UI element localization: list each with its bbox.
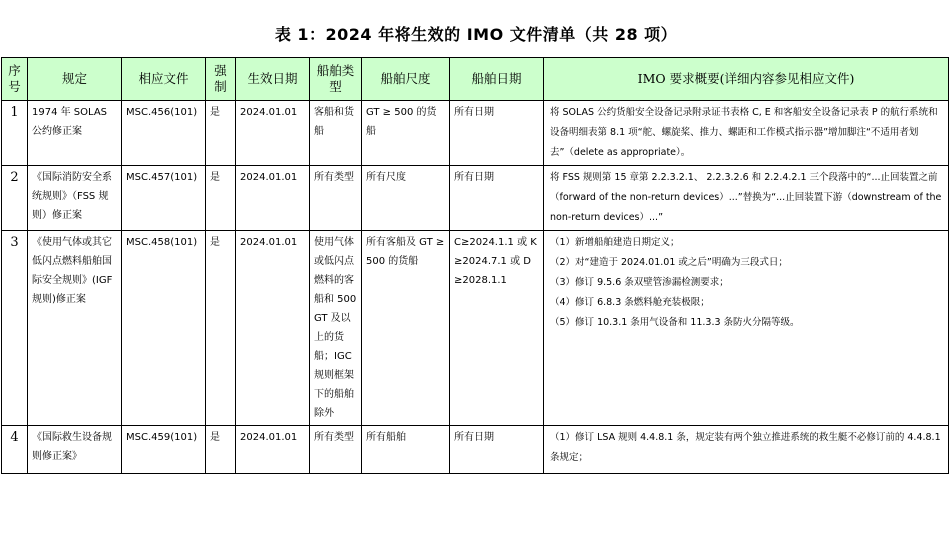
row-summary [544, 231, 949, 426]
header-rule: 规定 [28, 58, 122, 101]
row-rule: 《使用气体或其它低闪点燃料船舶国际安全规则》(IGF 规则)修正案 [28, 231, 122, 426]
table-row [2, 101, 949, 166]
row-seq: 2 [2, 166, 28, 231]
summary-line: （2）对“建造于 2024.01.01 或之后”明确为三段式日； [550, 257, 788, 268]
row-rule: 《国际消防安全系统规则》（FSS 规则）修正案 [28, 166, 122, 231]
header-ship-size: 船舶尺度 [362, 58, 450, 101]
header-ship-date: 船舶日期 [450, 58, 544, 101]
row-ship-type: 所有类型 [310, 426, 362, 474]
row-ship-date: 所有日期 [450, 426, 544, 474]
row-mandatory: 是 [206, 101, 236, 166]
summary-line: （1）新增船舶建造日期定义； [550, 237, 680, 248]
row-summary [544, 101, 949, 166]
row-seq: 4 [2, 426, 28, 474]
page-title: 表 1：2024 年将生效的 IMO 文件清单（共 28 项） [274, 25, 678, 44]
imo-document-table [1, 57, 949, 474]
row-date: 2024.01.01 [236, 101, 310, 166]
row-seq: 3 [2, 231, 28, 426]
header-mandatory: 强制 [206, 58, 236, 101]
row-doc: MSC.456(101) [122, 101, 206, 166]
summary-line: 将 FSS 规则第 15 章第 2.2.3.2.1、 2.2.3.2.6 和 2.2.4.2.1 三个段落中的“...止回装置之前（forward of the non-return devices）...”替换为“...止回装置下游（downstream of the non-return devices）...” [550, 172, 942, 223]
row-ship-size: GT ≥ 500 的货船 [362, 101, 450, 166]
row-summary [544, 426, 949, 474]
summary-line: （1）修订 LSA 规则 4.4.8.1 条，规定装有两个独立推进系统的救生艇不必修订前的 4.4.8.1 条规定； [550, 432, 941, 463]
row-mandatory: 是 [206, 166, 236, 231]
row-rule: 《国际救生设备规则修正案》 [28, 426, 122, 474]
row-date: 2024.01.01 [236, 426, 310, 474]
row-rule: 1974 年 SOLAS 公约修正案 [28, 101, 122, 166]
row-ship-type: 客船和货船 [310, 101, 362, 166]
header-doc: 相应文件 [122, 58, 206, 101]
summary-line: （4）修订 6.8.3 条燃料舱充装极限； [550, 297, 710, 308]
row-ship-date: C≥2024.1.1 或 K≥2024.7.1 或 D≥2028.1.1 [450, 231, 544, 426]
table-row [2, 231, 949, 426]
row-doc: MSC.457(101) [122, 166, 206, 231]
row-ship-type: 使用气体或低闪点燃料的客船和 500GT 及以上的货船；IGC 规则框架下的船舶除外 [310, 231, 362, 426]
header-date: 生效日期 [236, 58, 310, 101]
row-ship-size: 所有船舶 [362, 426, 450, 474]
row-ship-date: 所有日期 [450, 101, 544, 166]
row-doc: MSC.458(101) [122, 231, 206, 426]
row-date: 2024.01.01 [236, 231, 310, 426]
table-row [2, 426, 949, 474]
row-ship-size: 所有尺度 [362, 166, 450, 231]
header-summary: IMO 要求概要(详细内容参见相应文件) [544, 58, 949, 101]
row-mandatory: 是 [206, 426, 236, 474]
row-ship-type: 所有类型 [310, 166, 362, 231]
header-ship-type: 船舶类型 [310, 58, 362, 101]
row-mandatory: 是 [206, 231, 236, 426]
row-ship-size: 所有客船及 GT ≥ 500 的货船 [362, 231, 450, 426]
row-summary [544, 166, 949, 231]
row-seq: 1 [2, 101, 28, 166]
table-header-row [2, 58, 949, 101]
header-seq: 序号 [2, 58, 28, 101]
summary-line: （3）修订 9.5.6 条双壁管渗漏检测要求； [550, 277, 729, 288]
row-doc: MSC.459(101) [122, 426, 206, 474]
row-ship-date: 所有日期 [450, 166, 544, 231]
row-date: 2024.01.01 [236, 166, 310, 231]
summary-line: 将 SOLAS 公约货船安全设备记录附录证书表格 C, E 和客船安全设备记录表 P 的航行系统和设备明细表第 8.1 项“舵、螺旋桨、推力、螺距和工作模式指示器”增加脚注“不适用者划去”（delete as appropriate）。 [550, 107, 938, 158]
table-row [2, 166, 949, 231]
summary-line: （5）修订 10.3.1 条用气设备和 11.3.3 条防火分隔等级。 [550, 317, 800, 328]
